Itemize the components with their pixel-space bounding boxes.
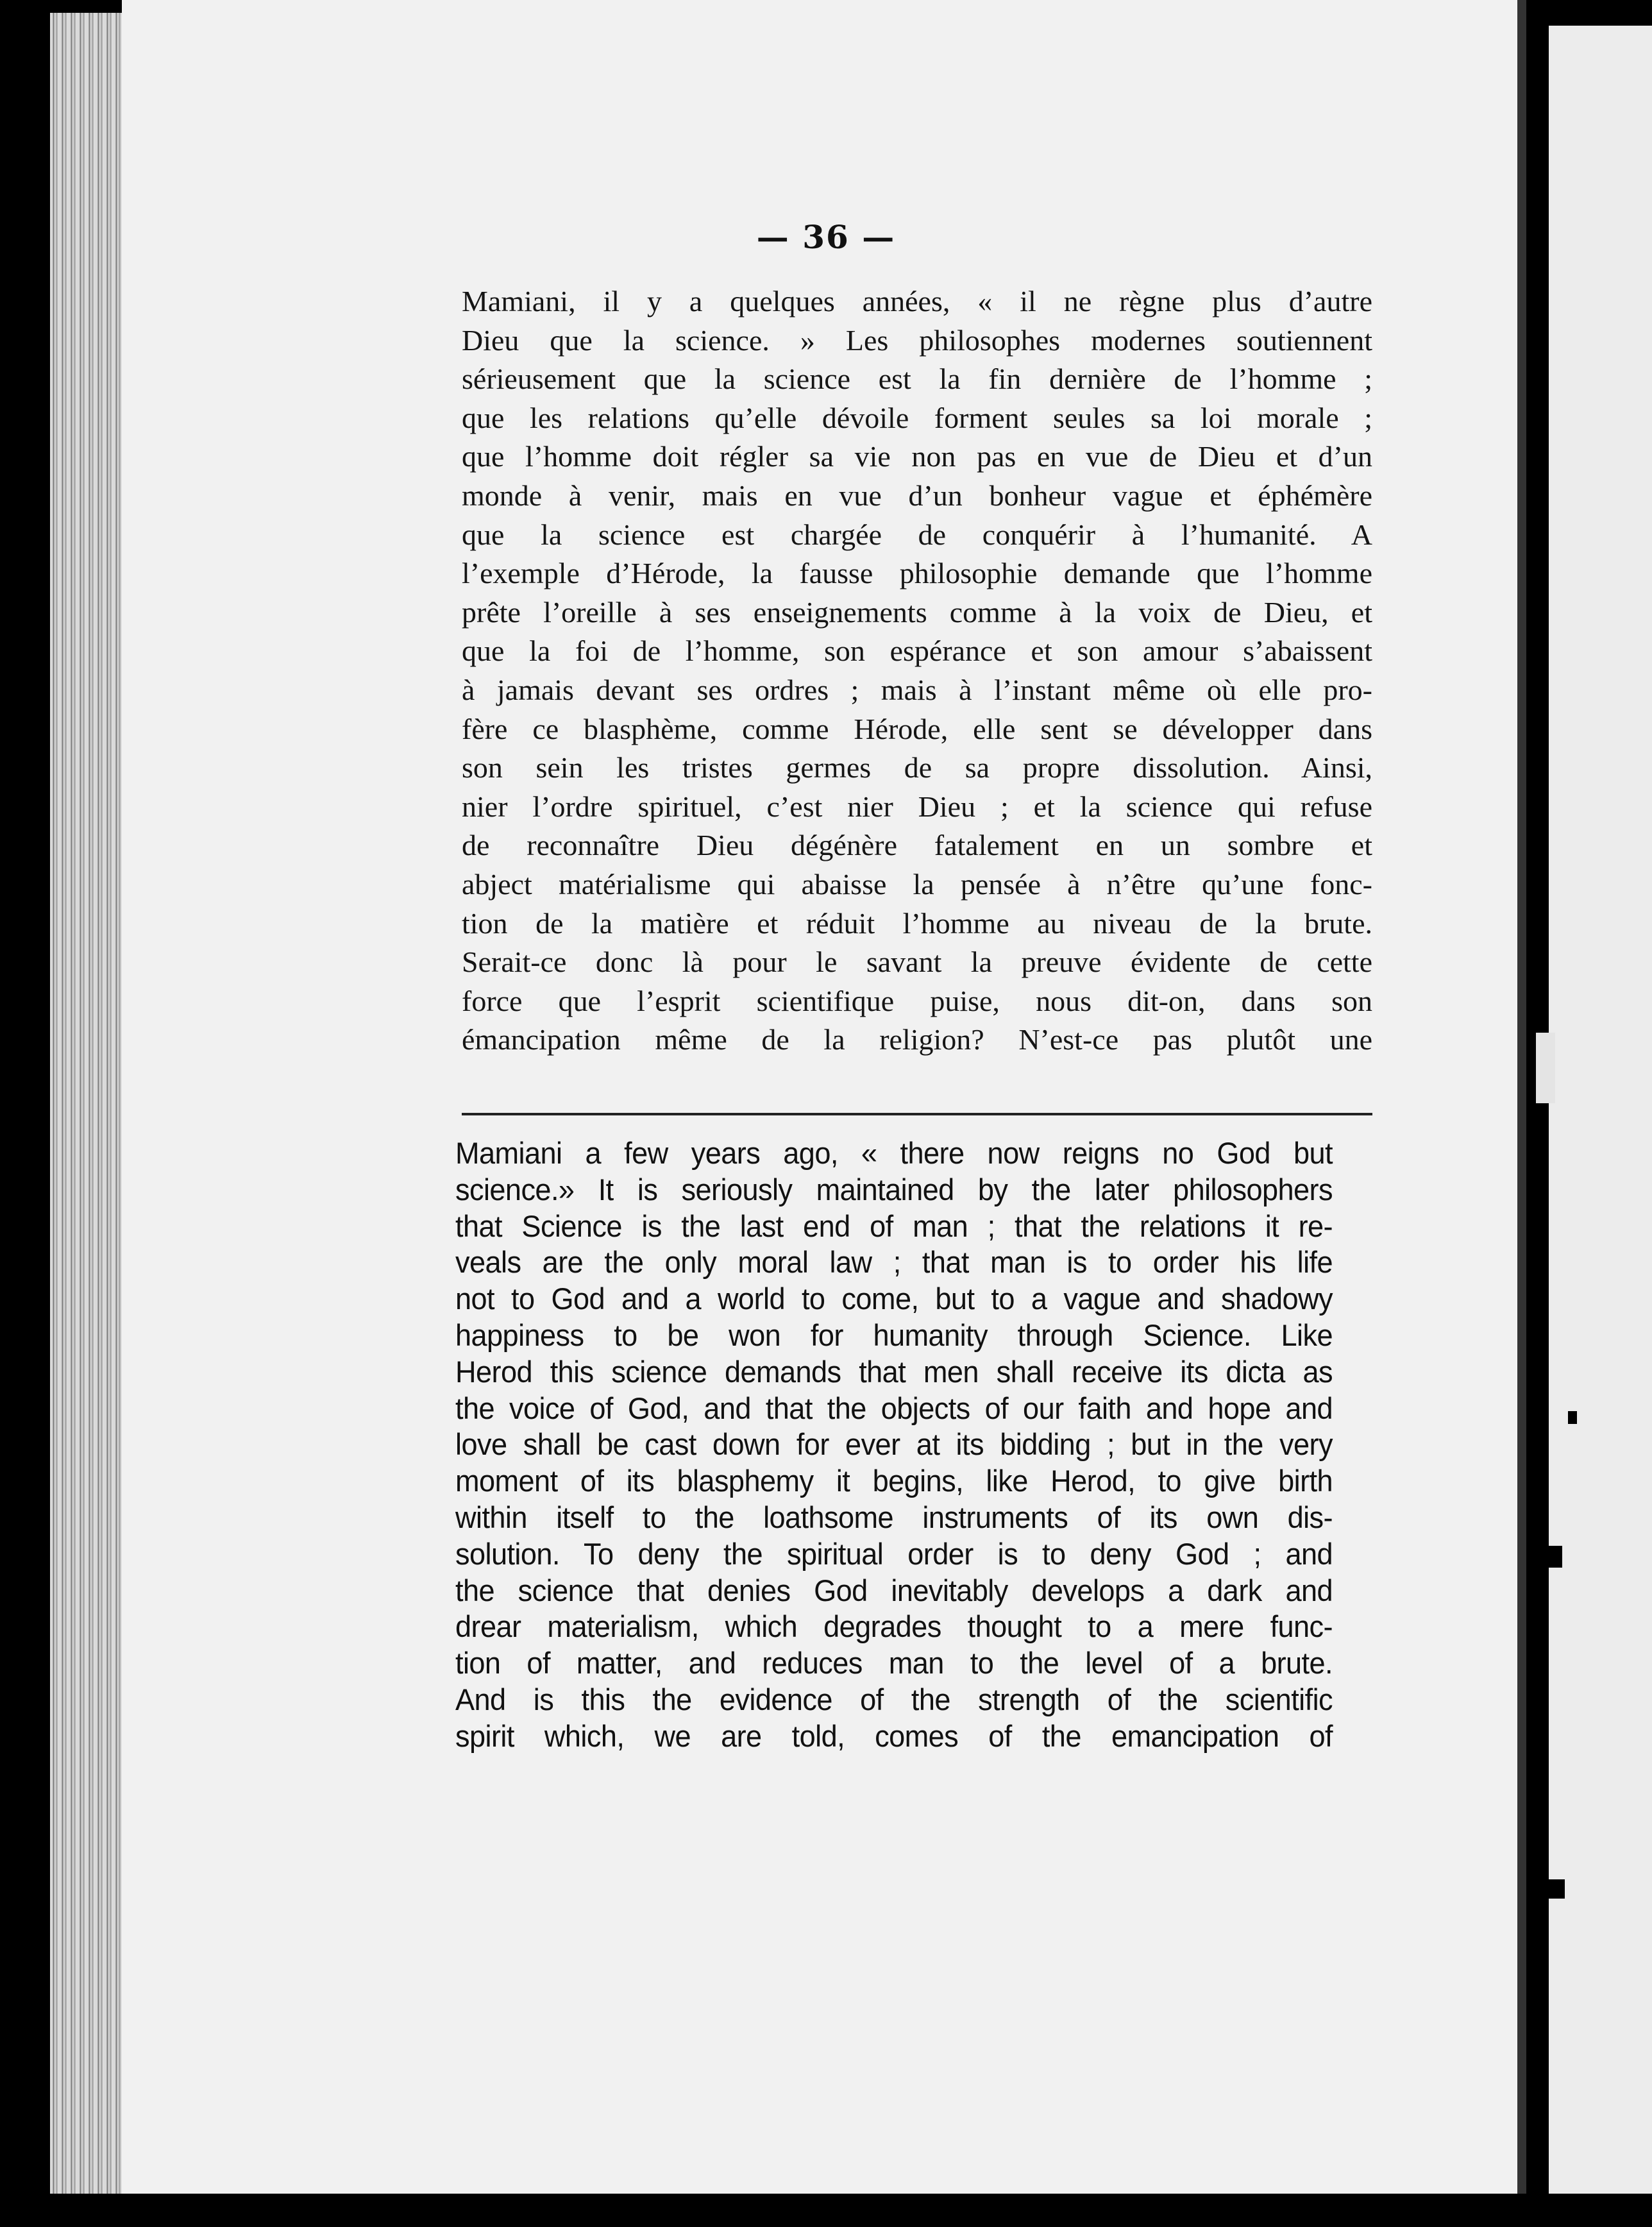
text-line: tion de la matière et réduit l’homme au niveau de la brute. (462, 906, 1372, 940)
text-line: que la foi de l’homme, son espérance et son amour s’abaissent (462, 634, 1372, 668)
text-line: Herod this science demands that men shall receive its dicta as (455, 1354, 1333, 1389)
text-line: the science that denies God inevitably develops a dark and (455, 1573, 1333, 1607)
section-divider (462, 1113, 1372, 1115)
text-line: Dieu que la science. » Les philosophes modernes soutiennent (462, 323, 1372, 357)
binding-mark (1539, 1546, 1562, 1568)
text-line: que l’homme doit régler sa vie non pas en vue de Dieu et d’un (462, 440, 1372, 473)
book-page-edges (50, 13, 127, 2194)
text-line: sérieusement que la science est la fin dernière de l’homme ; (462, 362, 1372, 396)
text-line: Mamiani a few years ago, « there now reigns no God but (455, 1136, 1333, 1170)
binding-mark (1539, 1879, 1565, 1899)
french-text-block (462, 282, 1372, 1060)
text-line: à jamais devant ses ordres ; mais à l’instant même où elle pro- (462, 673, 1372, 706)
text-line: de reconnaître Dieu dégénère fatalement en un sombre et (462, 829, 1372, 862)
text-line: the voice of God, and that the objects of our faith and hope and (455, 1391, 1333, 1425)
text-line: Serait-ce donc là pour le savant la preuve évidente de cette (462, 945, 1372, 979)
text-line: que la science est chargée de conquérir à l’humanité. A (462, 518, 1372, 551)
text-line: not to God and a world to come, but to a vague and shadowy (455, 1282, 1333, 1316)
text-line: que les relations qu’elle dévoile forment seules sa loi morale ; (462, 401, 1372, 434)
text-line: tion of matter, and reduces man to the level of a brute. (455, 1646, 1333, 1681)
text-line: solution. To deny the spiritual order is to deny God ; and (455, 1536, 1333, 1571)
binding-mark (1568, 1411, 1577, 1424)
text-line: fère ce blasphème, comme Hérode, elle sent se développer dans (462, 712, 1372, 745)
text-line: l’exemple d’Hérode, la fausse philosophie demande que l’homme (462, 557, 1372, 590)
text-line: son sein les tristes germes de sa propre dissolution. Ainsi, (462, 751, 1372, 784)
text-line: veals are the only moral law ; that man is to order his life (455, 1245, 1333, 1280)
text-line: monde à venir, mais en vue d’un bonheur vague et éphémère (462, 478, 1372, 512)
text-line: happiness to be won for humanity through Science. Like (455, 1317, 1333, 1352)
text-line: within itself to the loathsome instruments of its own dis- (455, 1500, 1333, 1534)
text-line: prête l’oreille à ses enseignements comme à la voix de Dieu, et (462, 595, 1372, 629)
english-text-block (455, 1135, 1333, 1755)
text-line: abject matérialisme qui abaisse la pensée à n’être qu’une fonc- (462, 867, 1372, 901)
text-line: spirit which, we are told, comes of the emancipation of (455, 1718, 1333, 1753)
text-line: science.» It is seriously maintained by the later philosophers (455, 1172, 1333, 1207)
text-line: drear materialism, which degrades thought to a mere func- (455, 1609, 1333, 1644)
facing-page-edge (1549, 26, 1652, 2194)
text-line: that Science is the last end of man ; that the relations it re- (455, 1208, 1333, 1243)
text-line: force que l’esprit scientifique puise, nous dit-on, dans son (462, 984, 1372, 1017)
text-line: nier l’ordre spirituel, c’est nier Dieu ; et la science qui refuse (462, 790, 1372, 823)
text-line: And is this the evidence of the strength of the scientific (455, 1682, 1333, 1716)
text-line: moment of its blasphemy it begins, like Herod, to give birth (455, 1464, 1333, 1498)
binding-mark (1536, 1033, 1555, 1103)
text-line: Mamiani, il y a quelques années, « il ne règne plus d’autre (462, 285, 1372, 318)
text-line: émancipation même de la religion? N’est-ce pas plutôt une (462, 1023, 1372, 1056)
text-line: love shall be cast down for ever at its bidding ; but in the very (455, 1427, 1333, 1462)
page-number: — 36 — (756, 218, 896, 256)
